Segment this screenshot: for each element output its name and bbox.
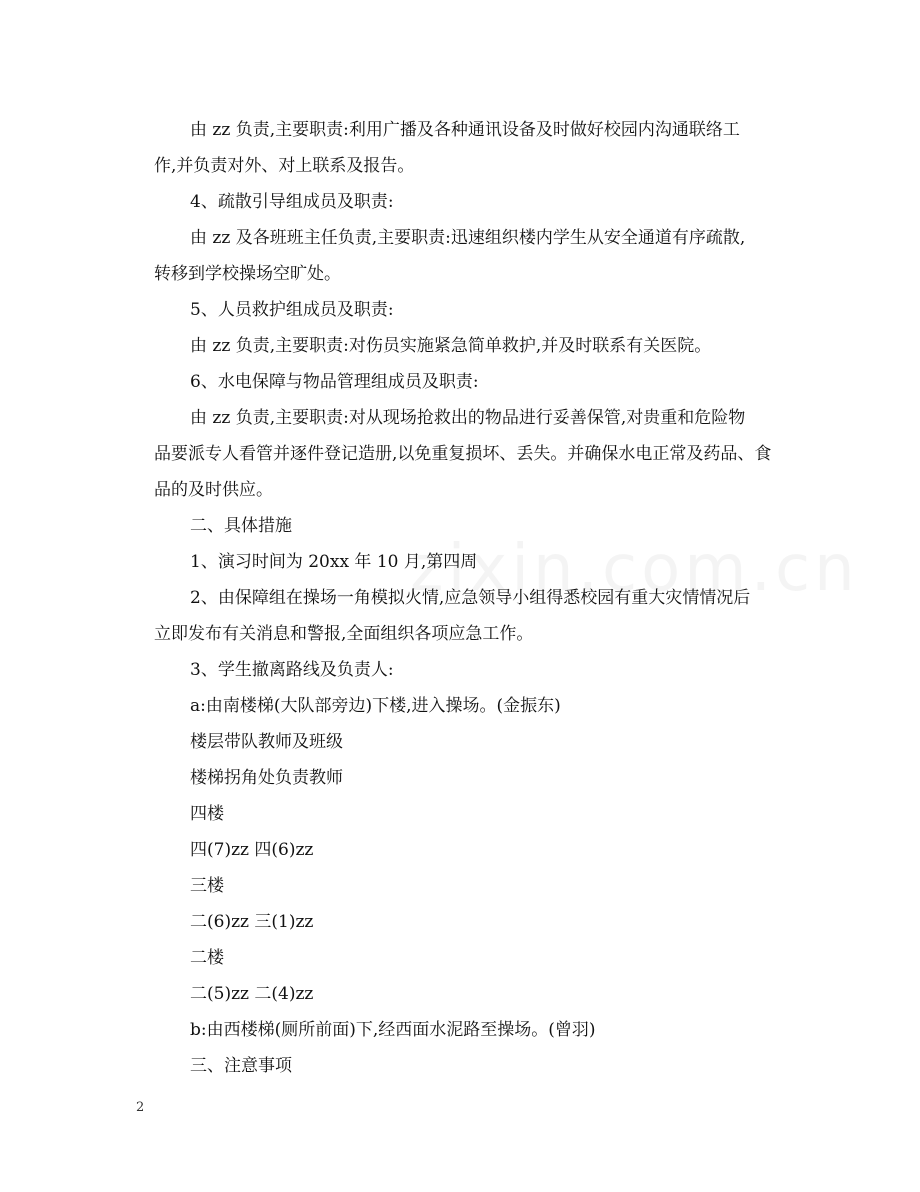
- floor-label: 四楼: [190, 804, 224, 824]
- paragraph-line: 立即发布有关消息和警报,全面组织各项应急工作。: [154, 624, 534, 644]
- list-item: 2、由保障组在操场一角模拟火情,应急领导小组得悉校园有重大灾情情况后: [190, 588, 751, 608]
- paragraph-line: 由 zz 负责,主要职责:对伤员实施紧急简单救护,并及时联系有关医院。: [190, 336, 712, 356]
- route-item: b:由西楼梯(厕所前面)下,经西面水泥路至操场。(曾羽): [190, 1020, 596, 1040]
- route-item: a:由南楼梯(大队部旁边)下楼,进入操场。(金振东): [190, 696, 561, 716]
- paragraph-line: 由 zz 及各班班主任负责,主要职责:迅速组织楼内学生从安全通道有序疏散,: [190, 228, 746, 248]
- section-heading: 6、水电保障与物品管理组成员及职责:: [190, 372, 479, 392]
- section-heading: 二、具体措施: [190, 516, 292, 536]
- class-assignment: 二(5)zz 二(4)zz: [190, 984, 314, 1004]
- floor-label: 二楼: [190, 948, 224, 968]
- watermark: [410, 532, 859, 606]
- paragraph-line: 由 zz 负责,主要职责:利用广播及各种通讯设备及时做好校园内沟通联络工: [190, 120, 740, 140]
- route-detail: 楼层带队教师及班级: [190, 732, 343, 752]
- section-heading: 4、疏散引导组成员及职责:: [190, 192, 394, 212]
- class-assignment: 四(7)zz 四(6)zz: [190, 840, 314, 860]
- route-detail: 楼梯拐角处负责教师: [190, 768, 343, 788]
- section-heading: 三、注意事项: [190, 1056, 292, 1076]
- list-item: 1、演习时间为 20xx 年 10 月,第四周: [190, 552, 478, 572]
- paragraph-line: 品要派专人看管并逐件登记造册,以免重复损坏、丢失。并确保水电正常及药品、食: [154, 444, 772, 464]
- paragraph-line: 由 zz 负责,主要职责:对从现场抢救出的物品进行妥善保管,对贵重和危险物: [190, 408, 746, 428]
- class-assignment: 二(6)zz 三(1)zz: [190, 912, 314, 932]
- page-number: 2: [136, 1100, 145, 1115]
- list-item: 3、学生撤离路线及负责人:: [190, 660, 394, 680]
- floor-label: 三楼: [190, 876, 224, 896]
- paragraph-line: 转移到学校操场空旷处。: [154, 264, 341, 284]
- paragraph-line: 作,并负责对外、对上联系及报告。: [154, 156, 415, 176]
- section-heading: 5、人员救护组成员及职责:: [190, 300, 394, 320]
- paragraph-line: 品的及时供应。: [154, 480, 273, 500]
